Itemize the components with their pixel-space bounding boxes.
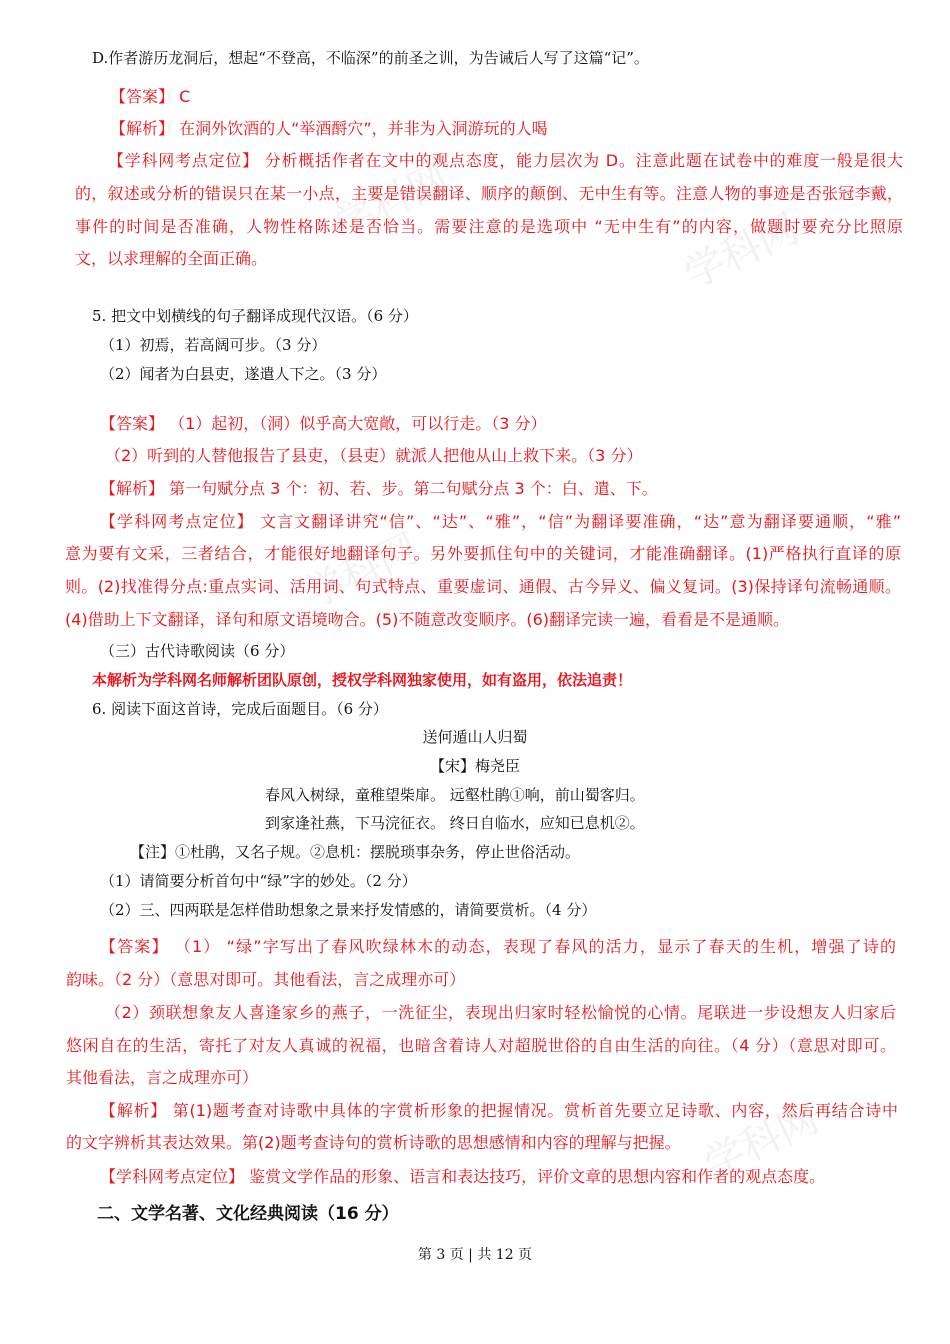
kaodian-5-line: (4)借助上下文翻译，译句和原文语境吻合。(5)不随意改变顺序。(6)翻译完读一遍，看看是不是通顺。 <box>65 610 789 629</box>
answer-5: 【答案】 （1）起初，（洞）似乎高大宽敞，可以行走。（3 分） <box>100 414 547 433</box>
question-5: 5. 把文中划横线的句子翻译成现代汉语。（6 分） <box>92 307 418 325</box>
kaodian-4-line: 事件的时间是否准确，人物性格陈述是否恰当。需要注意的是选项中 “无中生有”的内容，做题时要充分比照原 <box>75 217 903 236</box>
kaodian-4-line: 文，以求理解的全面正确。 <box>75 249 268 268</box>
poem-title: 送何遁山人归蜀 <box>422 728 528 746</box>
kaodian-4-line: 的，叙述或分析的错误只在某一小点，主要是错误翻译、顺序的颠倒、无中生有等。注意人物的事迹是否张冠李戴， <box>75 184 903 203</box>
watermark: 学科网 <box>677 205 806 298</box>
question-6: 6. 阅读下面这首诗，完成后面题目。（6 分） <box>92 700 388 718</box>
section-heading-poetry: （三）古代诗歌阅读（6 分） <box>100 642 295 660</box>
analysis-4: 【解析】 在洞外饮酒的人“举酒酹穴”，并非为入洞游玩的人喝 <box>110 119 548 138</box>
poem-author: 【宋】梅尧臣 <box>429 757 520 775</box>
watermark: 学科网 <box>297 525 426 618</box>
question-5-2: （2）闻者为白县吏，遂遣人下之。（3 分） <box>100 365 387 383</box>
answer-6-2: （2）颈联想象友人喜逢家乡的燕子，一洗征尘，表现出归家时轻松愉悦的心情。尾联进一步设想友人归家后 <box>105 1003 896 1022</box>
kaodian-5-line: 则。(2)找准得分点:重点实词、活用词、句式特点、重要虚词、通假、古今异义、偏义复词。(3)保持译句流畅通顺。 <box>65 577 901 596</box>
watermark: 学科网 <box>697 1095 826 1188</box>
kaodian-5-line: 意为要有文采，三者结合，才能很好地翻译句子。另外要抓住句中的关键词，才能准确翻译。(1)严格执行直译的原 <box>65 544 901 563</box>
analysis-6: 【解析】 第(1)题考查对诗歌中具体的字赏析形象的把握情况。赏析首先要立足诗歌、内容，然后再结合诗中 <box>100 1101 898 1120</box>
poem-notes: 【注】①杜鹃，又名子规。②息机：摆脱琐事杂务，停止世俗活动。 <box>130 843 581 861</box>
kaodian-5: 【学科网考点定位】 文言文翻译讲究“信”、“达”、“雅”，“信”为翻译要准确，“达”意为翻译要通顺，“雅” <box>100 512 901 531</box>
analysis-6-line: 的文字辨析其表达效果。第(2)题考查诗句的赏析诗歌的思想感情和内容的理解与把握。 <box>66 1133 681 1152</box>
answer-6-line: 韵味。（2 分）（意思对即可。其他看法，言之成理亦可） <box>66 970 466 989</box>
answer-5-2: （2）听到的人替他报告了县吏，（县吏）就派人把他从山上救下来。（3 分） <box>105 446 643 465</box>
answer-6: 【答案】 （1） “绿”字写出了春风吹绿林木的动态，表现了春风的活力，显示了春天的生机，增强了诗的 <box>100 937 896 956</box>
answer-6-line: 悠闲自在的生活，寄托了对友人真诚的祝福，也暗含着诗人对超脱世俗的自由生活的向往。（4 分）（意思对即可。 <box>66 1036 896 1055</box>
question-6-1: （1）请简要分析首句中“绿”字的妙处。（2 分） <box>100 872 417 890</box>
page-footer: 第 3 页 | 共 12 页 <box>417 1247 533 1263</box>
watermark: 学科网 <box>327 155 456 248</box>
analysis-5: 【解析】 第一句赋分点 3 个：初、若、步。第二句赋分点 3 个：白、遣、下。 <box>100 479 658 498</box>
question-5-1: （1）初焉，若高阔可步。（3 分） <box>100 336 327 354</box>
kaodian-4: 【学科网考点定位】 分析概括作者在文中的观点态度，能力层次为 D。注意此题在试卷中的难度一般是很大 <box>108 151 903 170</box>
section-heading-classics: 二、文学名著、文化经典阅读（16 分） <box>97 1204 399 1224</box>
answer-6-line: 其他看法，言之成理亦可） <box>66 1068 259 1087</box>
poem-line: 春风入树绿，童稚望柴扉。 远壑杜鹃①响，前山蜀客归。 <box>265 786 645 804</box>
question-6-2: （2）三、四两联是怎样借助想象之景来抒发情感的，请简要赏析。（4 分） <box>100 901 597 919</box>
copyright-notice: 本解析为学科网名师解析团队原创，授权学科网独家使用，如有盗用，依法追责！ <box>92 671 633 689</box>
option-d: D.作者游历龙洞后，想起“不登高，不临深”的前圣之训，为告诫后人写了这篇“记”。 <box>92 49 649 67</box>
kaodian-6: 【学科网考点定位】 鉴赏文学作品的形象、语言和表达技巧，评价文章的思想内容和作者的观点态度。 <box>100 1167 826 1186</box>
poem-line: 到家逢社燕，下马浣征衣。 终日自临水，应知已息机②。 <box>265 814 645 832</box>
answer-4: 【答案】 C <box>110 87 191 106</box>
